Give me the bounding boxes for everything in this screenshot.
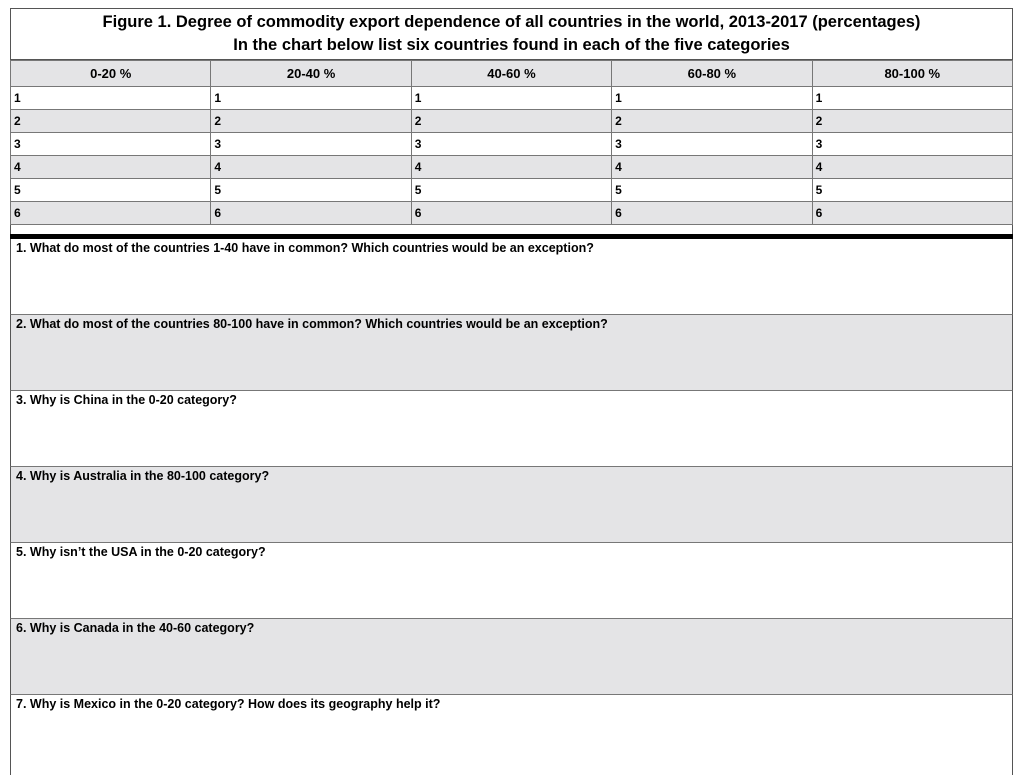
question-3[interactable]: 3. Why is China in the 0-20 category? xyxy=(10,391,1013,467)
question-7[interactable]: 7. Why is Mexico in the 0-20 category? How does its geography help it? xyxy=(10,695,1013,775)
question-6[interactable]: 6. Why is Canada in the 40-60 category? xyxy=(10,619,1013,695)
table-cell[interactable]: 3 xyxy=(612,133,812,156)
table-row xyxy=(11,133,1013,156)
table-cell[interactable]: 3 xyxy=(411,133,611,156)
table-cell[interactable]: 2 xyxy=(411,110,611,133)
question-list xyxy=(10,239,1013,775)
table-row xyxy=(11,179,1013,202)
table-header-row xyxy=(11,61,1013,87)
table-cell[interactable]: 2 xyxy=(211,110,411,133)
table-cell[interactable]: 1 xyxy=(211,87,411,110)
header-80-100: 80-100 % xyxy=(812,61,1012,87)
table-row xyxy=(11,87,1013,110)
table-row xyxy=(11,110,1013,133)
table-cell[interactable]: 5 xyxy=(411,179,611,202)
question-4[interactable]: 4. Why is Australia in the 80-100 category? xyxy=(10,467,1013,543)
table-cell[interactable]: 6 xyxy=(411,202,611,225)
header-40-60: 40-60 % xyxy=(411,61,611,87)
table-cell[interactable]: 4 xyxy=(411,156,611,179)
question-2[interactable]: 2. What do most of the countries 80-100 have in common? Which countries would be an exception? xyxy=(10,315,1013,391)
table-cell[interactable]: 3 xyxy=(211,133,411,156)
table-row xyxy=(11,202,1013,225)
table-cell[interactable]: 1 xyxy=(11,87,211,110)
table-cell[interactable]: 2 xyxy=(812,110,1012,133)
table-cell[interactable]: 6 xyxy=(211,202,411,225)
header-20-40: 20-40 % xyxy=(211,61,411,87)
figure-title xyxy=(10,8,1013,60)
table-cell[interactable]: 4 xyxy=(612,156,812,179)
table-row xyxy=(11,156,1013,179)
table-cell[interactable]: 4 xyxy=(11,156,211,179)
table-cell[interactable]: 6 xyxy=(812,202,1012,225)
table-cell[interactable]: 5 xyxy=(11,179,211,202)
table-cell[interactable]: 1 xyxy=(411,87,611,110)
table-cell[interactable]: 6 xyxy=(612,202,812,225)
table-cell[interactable]: 3 xyxy=(812,133,1012,156)
table-cell[interactable]: 5 xyxy=(211,179,411,202)
header-0-20: 0-20 % xyxy=(11,61,211,87)
title-line-2: In the chart below list six countries found in each of the five categories xyxy=(233,36,790,54)
table-cell[interactable]: 1 xyxy=(612,87,812,110)
question-1[interactable]: 1. What do most of the countries 1-40 have in common? Which countries would be an exception? xyxy=(10,239,1013,315)
title-line-1: Figure 1. Degree of commodity export dependence of all countries in the world, 2013-2017 (percentages) xyxy=(102,13,921,31)
table-cell[interactable]: 3 xyxy=(11,133,211,156)
table-cell[interactable]: 1 xyxy=(812,87,1012,110)
table-cell[interactable]: 6 xyxy=(11,202,211,225)
table-cell[interactable]: 4 xyxy=(812,156,1012,179)
header-60-80: 60-80 % xyxy=(612,61,812,87)
question-5[interactable]: 5. Why isn’t the USA in the 0-20 category? xyxy=(10,543,1013,619)
table-cell[interactable]: 5 xyxy=(812,179,1012,202)
table-cell[interactable]: 2 xyxy=(11,110,211,133)
table-cell[interactable]: 2 xyxy=(612,110,812,133)
table-cell[interactable]: 4 xyxy=(211,156,411,179)
table-cell[interactable]: 5 xyxy=(612,179,812,202)
category-table xyxy=(10,60,1013,225)
